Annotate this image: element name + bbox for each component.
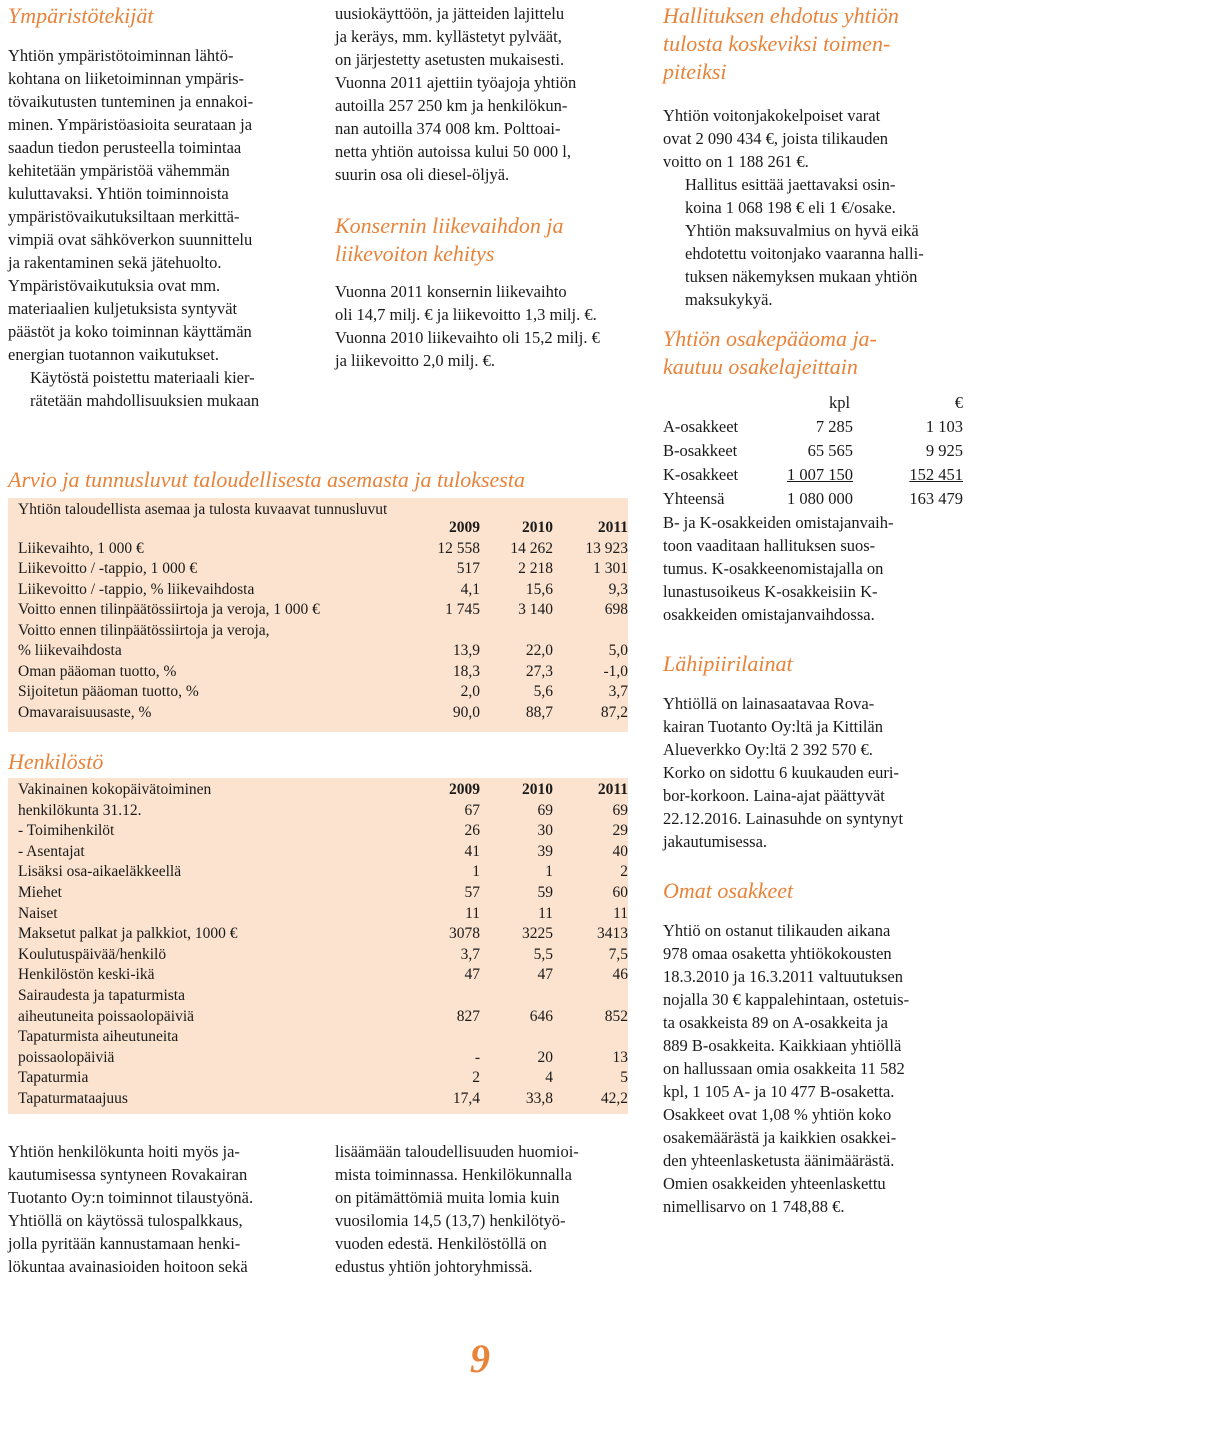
- share-row: [663, 487, 963, 511]
- table-cell: 2: [472, 1069, 480, 1087]
- table-row: [18, 703, 628, 723]
- table-cell: 5,0: [608, 642, 628, 659]
- text-line: kuluttavaksi. Yhtiön toiminnoista: [8, 184, 229, 203]
- table-cell: 13 923: [585, 539, 628, 557]
- table-cell: 3225: [522, 925, 553, 943]
- text-line: saadun tiedon perusteella toimintaa: [8, 138, 242, 157]
- table-row-label: Voitto ennen tilinpäätössiirtoja ja veroja, 1 000 €: [18, 601, 320, 618]
- table-cell: -1,0: [603, 662, 628, 680]
- table-cell: 33,8: [525, 1090, 553, 1107]
- table-cell: 11: [538, 904, 553, 922]
- text-line: ja liikevoitto 2,0 milj. €.: [335, 351, 495, 370]
- text-line: autoilla 257 250 km ja henkilökun-: [335, 96, 568, 115]
- table-row: [18, 580, 628, 600]
- year-header: 2009: [449, 519, 480, 536]
- text-line: Yhtiön maksuvalmius on hyvä eikä: [685, 221, 919, 240]
- text-line: vimpiä ovat sähköverkon suunnittelu: [8, 230, 253, 249]
- table-cell: -: [474, 1048, 480, 1066]
- text-line: Konsernin liikevaihdon ja: [335, 213, 564, 238]
- paragraph-waste-and-driving: [335, 2, 627, 186]
- text-line: on järjestetty asetusten mukaisesti.: [335, 50, 565, 69]
- table-cell: 57: [464, 884, 480, 901]
- share-row-label: A-osakkeet: [663, 417, 739, 436]
- heading-revenue-development: [335, 212, 627, 268]
- share-row-eur: 163 479: [909, 489, 963, 508]
- paragraph-dividend-proposal: [663, 173, 955, 311]
- text-line: Yhtiö on ostanut tilikauden aikana: [663, 921, 891, 940]
- text-line: Yhtiön henkilökunta hoiti myös ja-: [8, 1142, 240, 1161]
- table-cell: 13: [612, 1048, 628, 1066]
- table-row-label: Voitto ennen tilinpäätössiirtoja ja veroja,: [18, 621, 270, 639]
- table-cell: 88,7: [525, 703, 553, 721]
- year-header: 2011: [597, 781, 628, 798]
- paragraph-own-shares: [663, 919, 955, 1218]
- text-line: kohtana on liiketoiminnan ympäris-: [8, 69, 244, 88]
- text-line: Vuonna 2010 liikevaihto oli 15,2 milj. €: [335, 328, 600, 347]
- table-row: [18, 559, 628, 579]
- table-cell: 40: [612, 842, 628, 860]
- table-cell: 39: [537, 842, 553, 860]
- text-line: ovat 2 090 434 €, joista tilikauden: [663, 129, 889, 148]
- table-cell: 1: [545, 863, 553, 881]
- text-line: piteiksi: [663, 59, 727, 84]
- text-line: oli 14,7 milj. € ja liikevoitto 1,3 milj. €.: [335, 305, 597, 324]
- table-cell: 11: [613, 904, 628, 922]
- table-cell: 14 262: [510, 539, 553, 557]
- table-cell: 30: [537, 822, 553, 840]
- column-bottom-middle: [335, 1140, 627, 1278]
- table-cell: 2,0: [460, 683, 480, 700]
- table-row: [18, 1027, 618, 1047]
- text-line: kautumisessa syntyneen Rovakairan: [8, 1165, 248, 1184]
- table-header-row: [18, 518, 628, 538]
- table-cell: 12 558: [437, 539, 480, 557]
- paragraph-related-party-loans: [663, 692, 955, 853]
- share-row: [663, 439, 963, 463]
- table-row-label: poissaolopäiviä: [18, 1048, 115, 1066]
- share-table-header: [663, 391, 963, 415]
- table-row: [18, 801, 628, 821]
- text-line: uusiokäyttöön, ja jätteiden lajittelu: [335, 4, 565, 23]
- table-row-label: Omavaraisuusaste, %: [18, 703, 152, 721]
- table-cell: 4,1: [460, 580, 480, 598]
- table-row-label: aiheutuneita poissaolopäiviä: [18, 1007, 195, 1025]
- table-row-label: Naiset: [18, 904, 58, 922]
- table-row: [18, 641, 628, 661]
- table-cell: 9,3: [608, 580, 628, 598]
- heading-board-proposal: [663, 2, 955, 86]
- table-row-label: Lisäksi osa-aikaeläkkeellä: [18, 863, 182, 881]
- table-cell: 26: [464, 822, 480, 840]
- text-line: 22.12.2016. Lainasuhde on syntynyt: [663, 809, 904, 828]
- paragraph-distributable-funds: [663, 104, 955, 173]
- table-row: [18, 1048, 628, 1068]
- table-cell: 3078: [449, 925, 480, 943]
- table-row: [18, 924, 628, 944]
- table-cell: 20: [537, 1048, 553, 1066]
- text-line: edustus yhtiön johtoryhmissä.: [335, 1257, 533, 1276]
- table-row-label: - Asentajat: [18, 842, 85, 860]
- text-line: Vuonna 2011 konsernin liikevaihto: [335, 282, 567, 301]
- personnel-panel: [8, 778, 628, 1114]
- table-cell: 646: [529, 1007, 553, 1025]
- table-row-label: - Toimihenkilöt: [18, 822, 115, 840]
- share-row-kpl: 7 285: [815, 417, 853, 436]
- text-line: bor-korkoon. Laina-ajat päättyvät: [663, 786, 885, 805]
- share-row-eur: 9 925: [925, 441, 963, 460]
- table-cell: 42,2: [600, 1090, 628, 1107]
- table-cell: 5,6: [533, 683, 553, 700]
- text-line: minen. Ympäristöasioita seurataan ja: [8, 115, 253, 134]
- table-row: [18, 986, 618, 1006]
- text-line: tuksen näkemyksen mukaan yhtiön: [685, 267, 918, 286]
- text-line: Omien osakkeiden yhteenlaskettu: [663, 1174, 886, 1193]
- text-line: lunastusoikeus K-osakkeisiin K-: [663, 582, 878, 601]
- heading-related-party-loans: Lähipiirilainat: [663, 651, 793, 676]
- table-cell: 87,2: [600, 703, 628, 721]
- text-line: Yhtiöllä on käytössä tulospalkkaus,: [8, 1211, 243, 1230]
- table-row-label: Liikevoitto / -tappio, % liikevaihdosta: [18, 580, 255, 598]
- table-cell: 5,5: [533, 945, 553, 963]
- text-line: lökuntaa avainasioiden hoitoon sekä: [8, 1257, 248, 1276]
- table-row-label: Henkilöstön keski-ikä: [18, 966, 155, 984]
- table-row-label: Miehet: [18, 884, 62, 901]
- table-cell: 59: [537, 884, 553, 901]
- text-line: tulosta koskeviksi toimen-: [663, 31, 891, 56]
- year-header: 2010: [522, 781, 553, 798]
- table-cell: 5: [620, 1069, 628, 1087]
- table-row-label: Koulutuspäivää/henkilö: [18, 945, 167, 963]
- table-row-label: Sijoitetun pääoman tuotto, %: [18, 683, 199, 700]
- table-row-label: Liikevaihto, 1 000 €: [18, 539, 144, 557]
- share-row: [663, 463, 963, 487]
- table-row: [18, 1089, 628, 1109]
- share-row-label: Yhteensä: [663, 489, 725, 508]
- text-line: Alueverkko Oy:ltä 2 392 570 €.: [663, 740, 873, 759]
- table-row-label: henkilökunta 31.12.: [18, 801, 142, 819]
- text-line: netta yhtiön autoissa kului 50 000 l,: [335, 142, 572, 161]
- table-cell: 1 745: [445, 601, 480, 618]
- table-cell: 47: [464, 966, 480, 984]
- text-line: jakautumisessa.: [663, 832, 768, 851]
- table-row-label: Tapaturmista aiheutuneita: [18, 1028, 179, 1046]
- table-cell: 13,9: [452, 642, 480, 659]
- table-cell: 29: [612, 822, 628, 840]
- table-row-label: % liikevaihdosta: [18, 642, 122, 659]
- text-line: ta osakkeista 89 on A-osakkeita ja: [663, 1013, 888, 1032]
- share-row-label: K-osakkeet: [663, 465, 739, 484]
- text-line: nimellisarvo on 1 748,88 €.: [663, 1197, 845, 1216]
- text-line: jolla pyritään kannustamaan henki-: [8, 1234, 241, 1253]
- table-row: [18, 662, 628, 682]
- table-row: [18, 842, 628, 862]
- table-row: [18, 600, 628, 620]
- text-line: Käytöstä poistettu materiaali kier-: [30, 368, 255, 387]
- table-row: [18, 965, 628, 985]
- table-cell: 47: [537, 966, 553, 984]
- table-cell: 67: [464, 801, 480, 819]
- table-cell: 46: [612, 966, 628, 984]
- text-line: Hallituksen ehdotus yhtiön: [663, 3, 899, 28]
- text-line: kairan Tuotanto Oy:ltä ja Kittilän: [663, 717, 883, 736]
- text-line: vuosilomia 14,5 (13,7) henkilötyö-: [335, 1211, 566, 1230]
- column-right: [663, 2, 963, 1218]
- text-line: rätetään mahdollisuuksien mukaan: [30, 391, 260, 410]
- text-line: Yhtiön ympäristötoiminnan lähtö-: [8, 46, 234, 65]
- share-row-label: B-osakkeet: [663, 441, 738, 460]
- text-line: tövaikutusten tunteminen ja ennakoi-: [8, 92, 254, 111]
- table-row-label: Liikevoitto / -tappio, 1 000 €: [18, 560, 198, 577]
- table-row: [18, 539, 628, 559]
- heading-environment: Ympäristötekijät: [8, 3, 154, 28]
- text-line: nojalla 30 € kappalehintaan, ostetuis-: [663, 990, 910, 1009]
- text-line: Vuonna 2011 ajettiin työajoja yhtiön: [335, 73, 577, 92]
- table-cell: 2: [620, 863, 628, 881]
- table-cell: 3 140: [518, 601, 553, 618]
- table-row: [18, 945, 628, 965]
- paragraph-environment-1: [8, 44, 298, 366]
- text-line: mista toiminnassa. Henkilökunnalla: [335, 1165, 572, 1184]
- share-table: [663, 391, 963, 511]
- text-line: kautuu osakelajeittain: [663, 354, 858, 379]
- financial-figures-panel: [8, 498, 628, 732]
- table-cell: 17,4: [452, 1090, 480, 1107]
- column-bottom-left: [8, 1140, 298, 1278]
- text-line: suurin osa oli diesel-öljyä.: [335, 165, 510, 184]
- share-row-kpl: 1 080 000: [787, 489, 853, 508]
- table-cell: 90,0: [452, 703, 480, 721]
- table-cell: 517: [456, 560, 480, 577]
- table-row-label: Sairaudesta ja tapaturmista: [18, 987, 185, 1004]
- table-row: [18, 682, 628, 702]
- year-header: 2010: [522, 519, 553, 536]
- share-header-eur: €: [954, 393, 963, 412]
- table-cell: 2 218: [518, 560, 553, 577]
- text-line: 978 omaa osaketta yhtiökokousten: [663, 944, 892, 963]
- table-row: [18, 621, 618, 641]
- text-line: B- ja K-osakkeiden omistajanvaih-: [663, 513, 894, 532]
- table-cell: 1: [472, 863, 480, 881]
- table-cell: 4: [545, 1069, 553, 1087]
- paragraph-share-transfer: [663, 511, 955, 626]
- text-line: voitto on 1 188 261 €.: [663, 152, 809, 171]
- table-row: [18, 883, 628, 903]
- table-cell: 27,3: [525, 662, 553, 680]
- share-row-kpl: 1 007 150: [787, 465, 853, 484]
- year-header: 2009: [449, 781, 480, 798]
- table-row-label: Oman pääoman tuotto, %: [18, 662, 177, 680]
- text-line: 889 B-osakkeita. Kaikkiaan yhtiöllä: [663, 1036, 902, 1055]
- text-line: lisäämään taloudellisuuden huomioi-: [335, 1142, 579, 1161]
- table-cell: 3413: [597, 925, 628, 943]
- share-row-kpl: 65 565: [807, 441, 853, 460]
- text-line: Osakkeet ovat 1,08 % yhtiön koko: [663, 1105, 892, 1124]
- text-line: tumus. K-osakkeenomistajalla on: [663, 559, 884, 578]
- table-cell: 7,5: [608, 945, 628, 963]
- text-line: vuoden edestä. Henkilöstöllä on: [335, 1234, 547, 1253]
- text-line: Hallitus esittää jaettavaksi osin-: [685, 175, 896, 194]
- table-row-label: Tapaturmataajuus: [18, 1090, 128, 1107]
- table-cell: 3,7: [460, 945, 480, 963]
- column-environment: [8, 2, 298, 412]
- text-line: ja keräys, mm. kyllästetyt pylväät,: [335, 27, 562, 46]
- table-row: [18, 1007, 628, 1027]
- text-line: kpl, 1 105 A- ja 10 477 B-osaketta.: [663, 1082, 895, 1101]
- share-header-kpl: kpl: [829, 393, 851, 412]
- heading-share-capital: [663, 325, 955, 381]
- text-line: päästöt ja koko toiminnan käyttämän: [8, 322, 252, 341]
- text-line: toon vaaditaan hallituksen suos-: [663, 536, 876, 555]
- column-middle-text: [335, 2, 627, 372]
- table-header-label: Vakinainen kokopäivätoiminen: [18, 781, 212, 798]
- table-row: [18, 821, 628, 841]
- table-row-label: Tapaturmia: [18, 1069, 89, 1087]
- text-line: ympäristövaikutuksiltaan merkittä-: [8, 207, 240, 226]
- table-cell: 41: [464, 842, 480, 860]
- paragraph-environment-2: [8, 366, 298, 412]
- table-cell: 18,3: [452, 662, 480, 680]
- text-line: Tuotanto Oy:n toiminnot tilaustyönä.: [8, 1188, 254, 1207]
- table-cell: 15,6: [525, 580, 553, 598]
- table-cell: 69: [537, 801, 553, 819]
- table-row-label: Maksetut palkat ja palkkiot, 1000 €: [18, 925, 238, 943]
- text-line: materiaalien kuljetuksista syntyvät: [8, 299, 238, 318]
- paragraph-personnel-left: [8, 1140, 298, 1278]
- table-row: [18, 904, 628, 924]
- text-line: on hallussaan omia osakkeita 11 582: [663, 1059, 905, 1078]
- table-cell: 852: [604, 1007, 628, 1025]
- text-line: 18.3.2010 ja 16.3.2011 valtuutuksen: [663, 967, 903, 986]
- heading-own-shares: Omat osakkeet: [663, 878, 794, 903]
- text-line: koina 1 068 198 € eli 1 €/osake.: [685, 198, 896, 217]
- financial-figures-intro: Yhtiön taloudellista asemaa ja tulosta kuvaavat tunnusluvut: [18, 501, 388, 518]
- text-line: liikevoiton kehitys: [335, 241, 495, 266]
- text-line: Yhtiön osakepääoma ja-: [663, 326, 877, 351]
- text-line: osakkeiden omistajanvaihdossa.: [663, 605, 875, 624]
- heading-financial-figures: Arvio ja tunnusluvut taloudellisesta asemasta ja tuloksesta: [8, 467, 525, 492]
- table-cell: 3,7: [608, 683, 628, 700]
- table-cell: 1 301: [593, 560, 628, 577]
- text-line: on pitämättömiä muita lomia kuin: [335, 1188, 560, 1207]
- text-line: Ympäristövaikutuksia ovat mm.: [8, 276, 221, 295]
- text-line: den yhteenlasketusta äänimäärästä.: [663, 1151, 895, 1170]
- text-line: Yhtiöllä on lainasaatavaa Rova-: [663, 694, 875, 713]
- table-row: [18, 862, 628, 882]
- paragraph-revenue-development: [335, 280, 627, 372]
- text-line: kehitetään ympäristöä vähemmän: [8, 161, 230, 180]
- table-cell: 69: [612, 801, 628, 819]
- table-cell: 22,0: [525, 642, 553, 659]
- paragraph-personnel-right: [335, 1140, 627, 1278]
- table-row: [18, 1068, 628, 1088]
- text-line: Korko on sidottu 6 kuukauden euri-: [663, 763, 900, 782]
- heading-personnel: Henkilöstö: [8, 749, 104, 774]
- financial-figures-table: [18, 518, 628, 728]
- text-line: ehdotettu voitonjako vaaranna halli-: [685, 244, 924, 263]
- text-line: maksukykyä.: [685, 290, 773, 309]
- share-row-eur: 152 451: [909, 465, 963, 484]
- share-row-eur: 1 103: [925, 417, 963, 436]
- text-line: Yhtiön voitonjakokelpoiset varat: [663, 106, 881, 125]
- page-number: 9: [470, 1336, 490, 1381]
- year-header: 2011: [597, 519, 628, 536]
- text-line: osakemäärästä ja kaikkien osakkei-: [663, 1128, 897, 1147]
- text-line: nan autoilla 374 008 km. Polttoai-: [335, 119, 561, 138]
- table-cell: 698: [604, 601, 628, 618]
- table-header-row: [18, 780, 628, 800]
- text-line: ja rakentaminen sekä jätehuolto.: [8, 253, 222, 272]
- table-cell: 11: [465, 904, 480, 922]
- share-row: [663, 415, 963, 439]
- personnel-table: [18, 780, 628, 1110]
- table-cell: 60: [612, 884, 628, 901]
- table-cell: 827: [456, 1007, 480, 1025]
- text-line: energian tuotannon vaikutukset.: [8, 345, 219, 364]
